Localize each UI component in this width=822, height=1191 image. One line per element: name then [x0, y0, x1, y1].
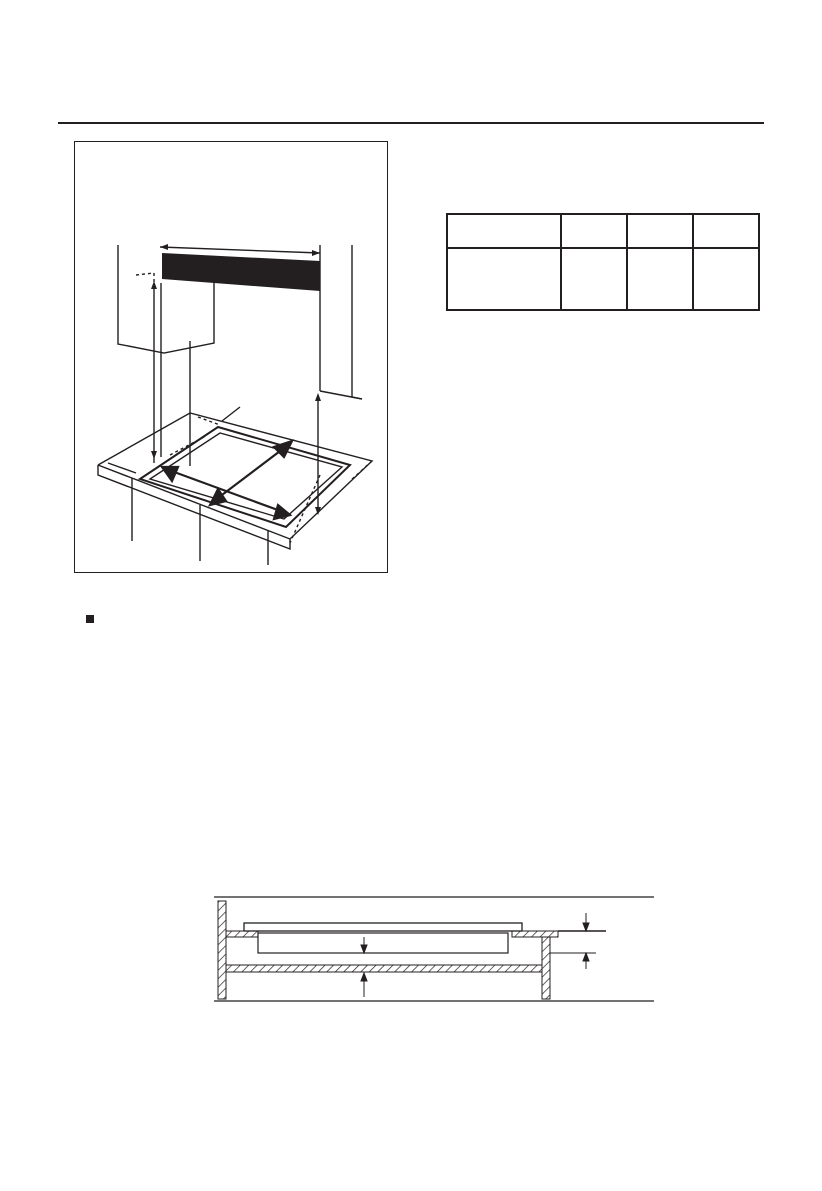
section-diagram: [210, 893, 660, 1005]
section-wall-left: [218, 901, 226, 999]
spec-cell: [627, 248, 693, 310]
spec-header-cell: [693, 214, 759, 248]
header-rule: [58, 122, 764, 124]
spec-table: [446, 213, 760, 311]
worktop-front: [98, 465, 290, 549]
bullet-square-icon: [86, 615, 94, 623]
cooker-hood: [162, 253, 320, 291]
spec-header-cell: [561, 214, 627, 248]
spec-table-header-row: [447, 214, 759, 248]
worktop-left: [226, 931, 258, 937]
hob-body: [258, 933, 508, 953]
spec-header-cell: [627, 214, 693, 248]
cutout-diagram: [74, 141, 388, 573]
spec-header-cell: [447, 214, 561, 248]
worktop-right: [512, 931, 558, 937]
cutout-depth-arrow: [214, 445, 288, 501]
section-wall-right: [542, 937, 550, 999]
spec-cell: [447, 248, 561, 310]
cabinet-bottom-right: [320, 391, 362, 399]
hob-glass: [244, 923, 522, 931]
protective-shelf: [226, 965, 542, 972]
spec-cell: [561, 248, 627, 310]
wall-cabinet-right: [352, 245, 362, 399]
spec-cell: [693, 248, 759, 310]
spec-table-row: [447, 248, 759, 310]
